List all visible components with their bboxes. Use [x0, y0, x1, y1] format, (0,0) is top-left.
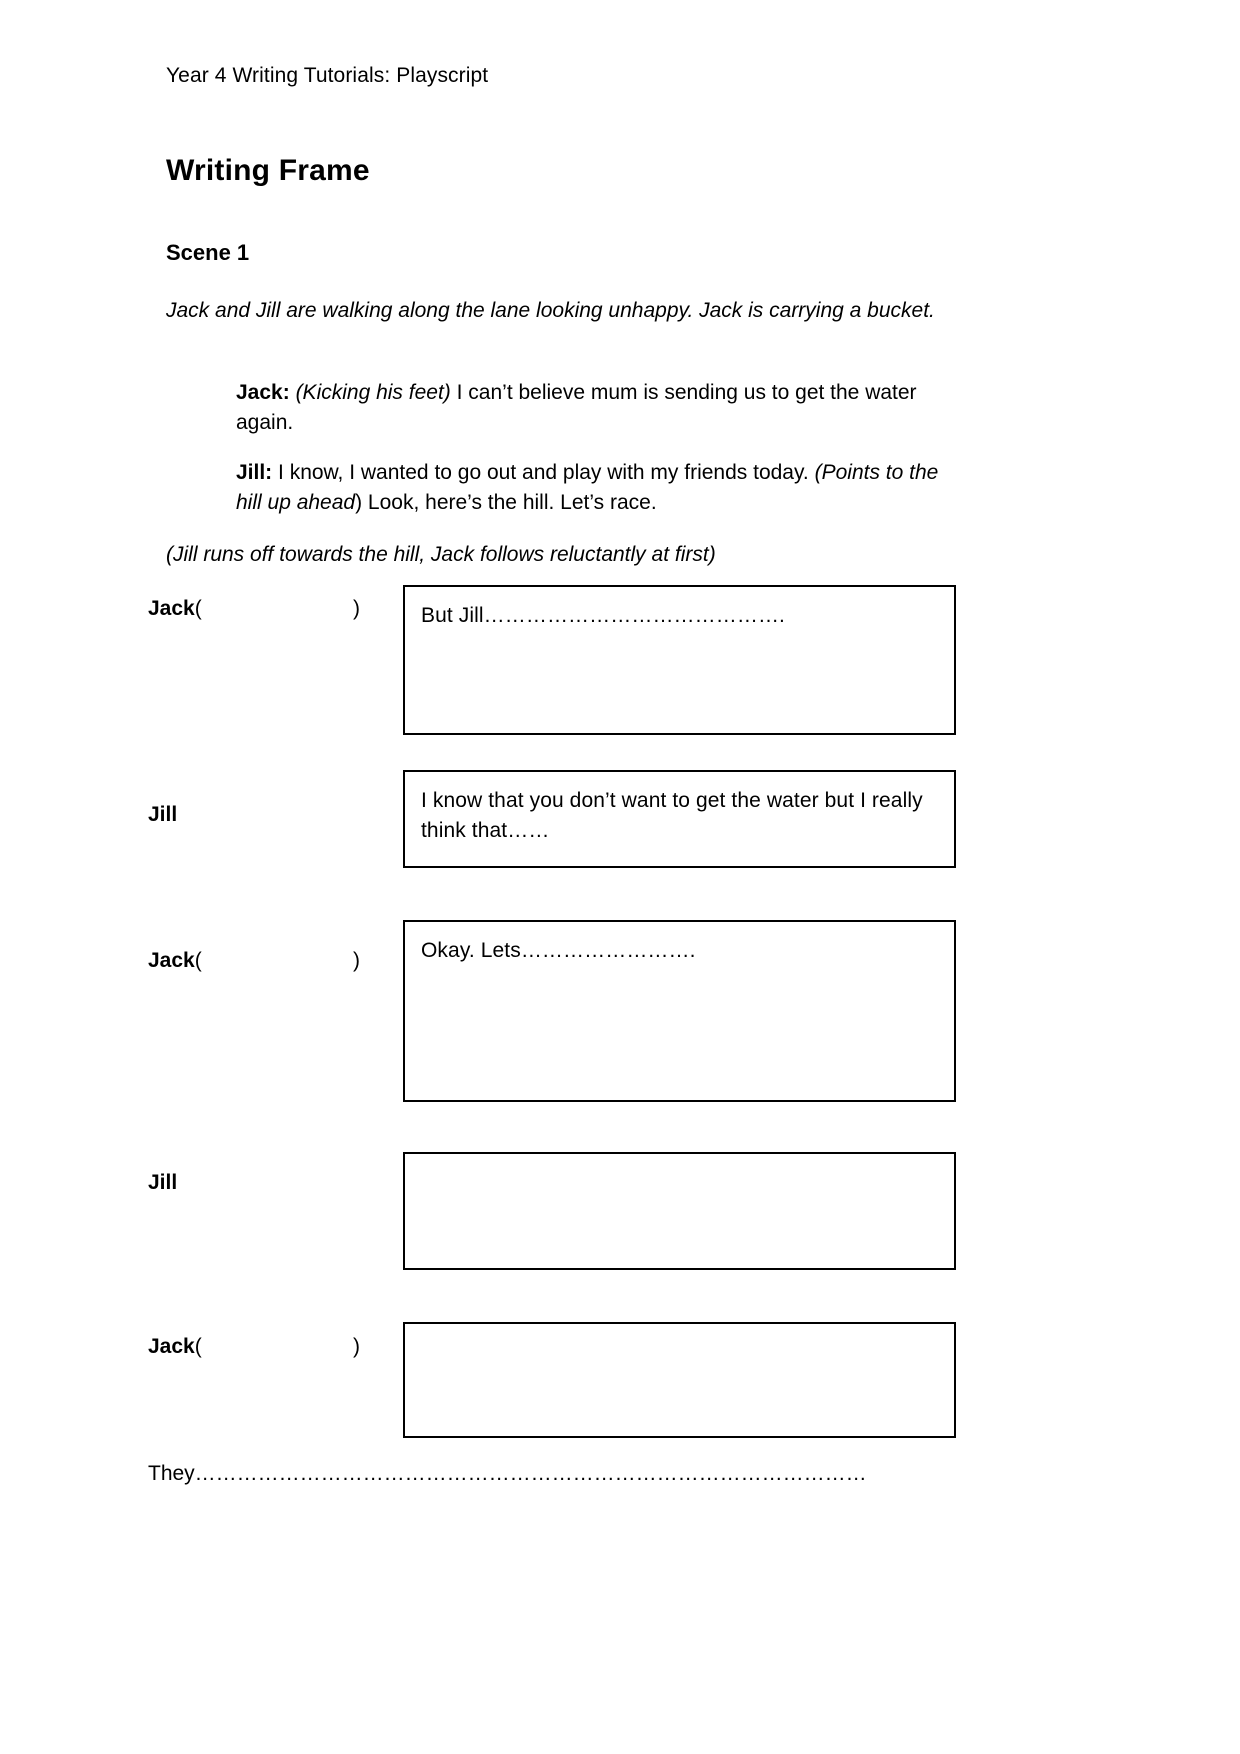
frame-row-label-jack-5 — [148, 1334, 360, 1360]
answer-box-1[interactable] — [403, 585, 956, 735]
frame-row-label-jill-4 — [148, 1170, 177, 1196]
frame-row-label-name-5: Jack — [148, 1335, 195, 1358]
answer-box-text-5 — [405, 1324, 954, 1338]
frame-row-paren-close-1: ) — [353, 597, 360, 620]
stage-direction-middle: (Jill runs off towards the hill, Jack follows reluctantly at first) — [166, 543, 716, 566]
frame-row-paren-close-5: ) — [353, 1335, 360, 1358]
frame-row-paren-open-1: ( — [194, 597, 202, 620]
document-header: Year 4 Writing Tutorials: Playscript — [166, 64, 489, 87]
frame-row-paren-open-5: ( — [194, 1335, 202, 1358]
answer-box-2[interactable] — [403, 770, 956, 868]
answer-box-text-4 — [405, 1154, 954, 1168]
dialogue-text-jack: I can’t believe mum is sending us to get the water again. — [236, 381, 917, 434]
frame-row-2 — [0, 770, 1240, 870]
frame-row-label-jill-2 — [148, 802, 177, 828]
dialogue-line-jill — [236, 458, 956, 518]
frame-row-label-name-1: Jack — [148, 597, 195, 620]
frame-row-5 — [0, 1322, 1240, 1440]
frame-row-label-name-3: Jack — [148, 949, 195, 972]
page-title: Writing Frame — [166, 154, 370, 188]
frame-row-paren-close-3: ) — [353, 949, 360, 972]
answer-box-5[interactable] — [403, 1322, 956, 1438]
frame-row-label-jack-3 — [148, 948, 360, 974]
frame-row-4 — [0, 1152, 1240, 1272]
answer-box-text-3: Okay. Lets……………………. — [421, 939, 696, 962]
stage-direction-opening: Jack and Jill are walking along the lane looking unhappy. Jack is carrying a bucket. — [166, 299, 935, 322]
frame-row-label-name-2: Jill — [148, 803, 178, 826]
answer-box-text-2: I know that you don’t want to get the water but I really think that…… — [421, 789, 923, 842]
dialogue-line-jack — [236, 378, 956, 438]
frame-row-label-jack-1 — [148, 596, 360, 622]
dialogue-direction-jack: (Kicking his feet) — [295, 381, 451, 404]
frame-row-label-name-4: Jill — [148, 1171, 178, 1194]
dialogue-direction-jill: (Points to the hill up ahead — [236, 461, 939, 514]
frame-row-1 — [0, 585, 1240, 740]
dialogue-speaker-jack: Jack: — [236, 381, 290, 404]
frame-row-3 — [0, 920, 1240, 1105]
dialogue-text-jill-before: I know, I wanted to go out and play with my friends today. — [272, 461, 815, 484]
scene-heading: Scene 1 — [166, 240, 250, 266]
answer-box-4[interactable] — [403, 1152, 956, 1270]
closing-line: They…………………………………………………………………………………… — [148, 1462, 867, 1485]
frame-row-paren-open-3: ( — [194, 949, 202, 972]
answer-box-text-1: But Jill……………………………………. — [421, 604, 785, 627]
dialogue-speaker-jill: Jill: — [236, 461, 273, 484]
dialogue-text-jill-after: ) Look, here’s the hill. Let’s race. — [355, 491, 657, 514]
answer-box-3[interactable] — [403, 920, 956, 1102]
